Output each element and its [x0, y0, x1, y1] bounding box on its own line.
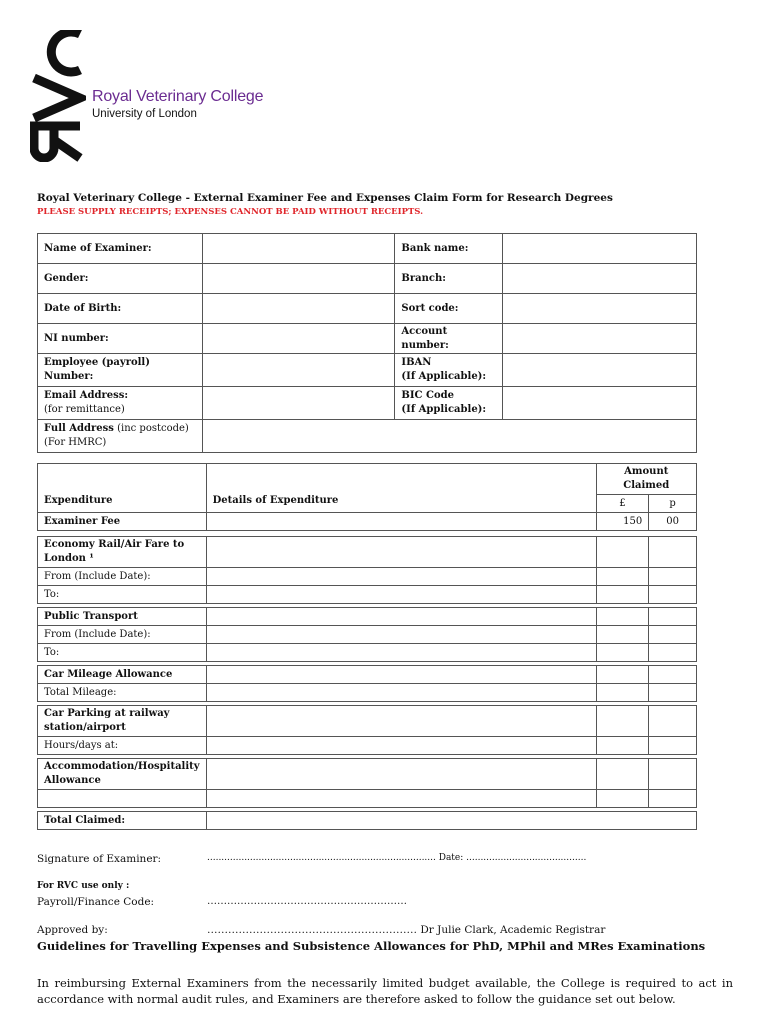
- car-parking-details[interactable]: [206, 706, 596, 737]
- accommodation-label: Accommodation/Hospitality Allowance: [38, 759, 207, 790]
- rail-to-label: To:: [38, 586, 207, 604]
- accommodation-pounds[interactable]: [596, 759, 649, 790]
- blank-cell: [596, 644, 649, 662]
- sort-code-label: Sort code:: [395, 294, 503, 324]
- blank-cell: [649, 684, 697, 702]
- blank-cell: [649, 568, 697, 586]
- pounds-header: £: [596, 495, 649, 513]
- public-transport-label: Public Transport: [38, 608, 207, 626]
- branch-field[interactable]: [503, 264, 697, 294]
- car-mileage-label: Car Mileage Allowance: [38, 666, 207, 684]
- payroll-code-label: Payroll/Finance Code:: [37, 896, 155, 908]
- bank-label: Bank name:: [395, 234, 503, 264]
- approved-by-label: Approved by:: [37, 924, 108, 936]
- blank-cell: [38, 790, 207, 808]
- employee-label: Employee (payroll) Number:: [38, 354, 203, 387]
- examiner-fee-label: Examiner Fee: [38, 513, 207, 531]
- rail-fare-details[interactable]: [206, 537, 596, 568]
- rail-from-label: From (Include Date):: [38, 568, 207, 586]
- hours-label: Hours/days at:: [38, 737, 207, 755]
- examiner-details-table: [37, 233, 697, 453]
- account-label: Account number:: [395, 324, 503, 354]
- blank-cell: [649, 586, 697, 604]
- public-from-label: From (Include Date):: [38, 626, 207, 644]
- email-field[interactable]: [202, 387, 395, 420]
- address-label: Full Address (inc postcode) (For HMRC): [38, 420, 203, 453]
- form-title: Royal Veterinary College - External Examiner Fee and Expenses Claim Form for Research Degrees: [37, 192, 613, 204]
- rvc-logo-icon: [30, 30, 86, 162]
- rail-fare-label: Economy Rail/Air Fare to London ¹: [38, 537, 207, 568]
- blank-cell: [596, 790, 649, 808]
- accommodation-details[interactable]: [206, 759, 596, 790]
- rvc-use-label: For RVC use only :: [37, 881, 130, 891]
- signature-label: Signature of Examiner:: [37, 853, 162, 865]
- total-mileage-field[interactable]: [206, 684, 596, 702]
- gender-field[interactable]: [202, 264, 395, 294]
- dob-field[interactable]: [202, 294, 395, 324]
- rail-fare-pounds[interactable]: [596, 537, 649, 568]
- receipts-warning: PLEASE SUPPLY RECEIPTS; EXPENSES CANNOT BE PAID WITHOUT RECEIPTS.: [37, 207, 424, 217]
- approved-by-line: …………………………………………………… Dr Julie Clark, Academic Registrar: [207, 924, 606, 936]
- examiner-fee-pounds: 150: [596, 513, 649, 531]
- car-parking-label: Car Parking at railway station/airport: [38, 706, 207, 737]
- public-to-label: To:: [38, 644, 207, 662]
- public-from-field[interactable]: [206, 626, 596, 644]
- account-field[interactable]: [503, 324, 697, 354]
- pence-header: p: [649, 495, 697, 513]
- payroll-code-line[interactable]: ……………………………………………………: [207, 896, 407, 907]
- guidelines-title: Guidelines for Travelling Expenses and Subsistence Allowances for PhD, MPhil and MRes Examinations: [37, 939, 706, 953]
- hours-field[interactable]: [206, 737, 596, 755]
- examiner-fee-details[interactable]: [206, 513, 596, 531]
- email-label: Email Address: (for remittance): [38, 387, 203, 420]
- guidelines-text: In reimbursing External Examiners from the necessarily limited budget available, the College is required to act in accordance with normal audit rules, and Examiners are therefore asked to follow the guidance set out below.: [37, 976, 733, 1006]
- expenditure-header: Expenditure: [38, 464, 207, 513]
- car-parking-pence[interactable]: [649, 706, 697, 737]
- blank-cell: [649, 626, 697, 644]
- university-name: University of London: [92, 108, 197, 120]
- signature-date-line[interactable]: ................................................................................ Date: ..........................................: [207, 853, 587, 863]
- blank-cell: [649, 737, 697, 755]
- blank-cell: [596, 684, 649, 702]
- dob-label: Date of Birth:: [38, 294, 203, 324]
- bic-field[interactable]: [503, 387, 697, 420]
- blank-cell: [596, 737, 649, 755]
- examiner-fee-pence: 00: [649, 513, 697, 531]
- address-field[interactable]: [202, 420, 696, 453]
- rail-to-field[interactable]: [206, 586, 596, 604]
- blank-cell: [596, 586, 649, 604]
- ni-label: NI number:: [38, 324, 203, 354]
- blank-cell: [649, 790, 697, 808]
- gender-label: Gender:: [38, 264, 203, 294]
- car-mileage-pounds[interactable]: [596, 666, 649, 684]
- total-claimed-field[interactable]: [206, 812, 696, 830]
- accommodation-pence[interactable]: [649, 759, 697, 790]
- sort-code-field[interactable]: [503, 294, 697, 324]
- blank-cell: [649, 644, 697, 662]
- employee-field[interactable]: [202, 354, 395, 387]
- details-header: Details of Expenditure: [206, 464, 596, 513]
- iban-field[interactable]: [503, 354, 697, 387]
- name-field[interactable]: [202, 234, 395, 264]
- bank-field[interactable]: [503, 234, 697, 264]
- total-mileage-label: Total Mileage:: [38, 684, 207, 702]
- accommodation-extra-field[interactable]: [206, 790, 596, 808]
- ni-field[interactable]: [202, 324, 395, 354]
- public-transport-pounds[interactable]: [596, 608, 649, 626]
- rail-fare-pence[interactable]: [649, 537, 697, 568]
- car-parking-pounds[interactable]: [596, 706, 649, 737]
- iban-label: IBAN (If Applicable):: [395, 354, 503, 387]
- rail-from-field[interactable]: [206, 568, 596, 586]
- expenses-table: [37, 463, 697, 830]
- bic-label: BIC Code (If Applicable):: [395, 387, 503, 420]
- blank-cell: [596, 568, 649, 586]
- public-to-field[interactable]: [206, 644, 596, 662]
- public-transport-pence[interactable]: [649, 608, 697, 626]
- blank-cell: [596, 626, 649, 644]
- total-claimed-label: Total Claimed:: [38, 812, 207, 830]
- public-transport-details[interactable]: [206, 608, 596, 626]
- car-mileage-pence[interactable]: [649, 666, 697, 684]
- name-label: Name of Examiner:: [38, 234, 203, 264]
- car-mileage-details[interactable]: [206, 666, 596, 684]
- amount-header: Amount Claimed: [596, 464, 696, 495]
- branch-label: Branch:: [395, 264, 503, 294]
- college-name: Royal Veterinary College: [92, 88, 264, 105]
